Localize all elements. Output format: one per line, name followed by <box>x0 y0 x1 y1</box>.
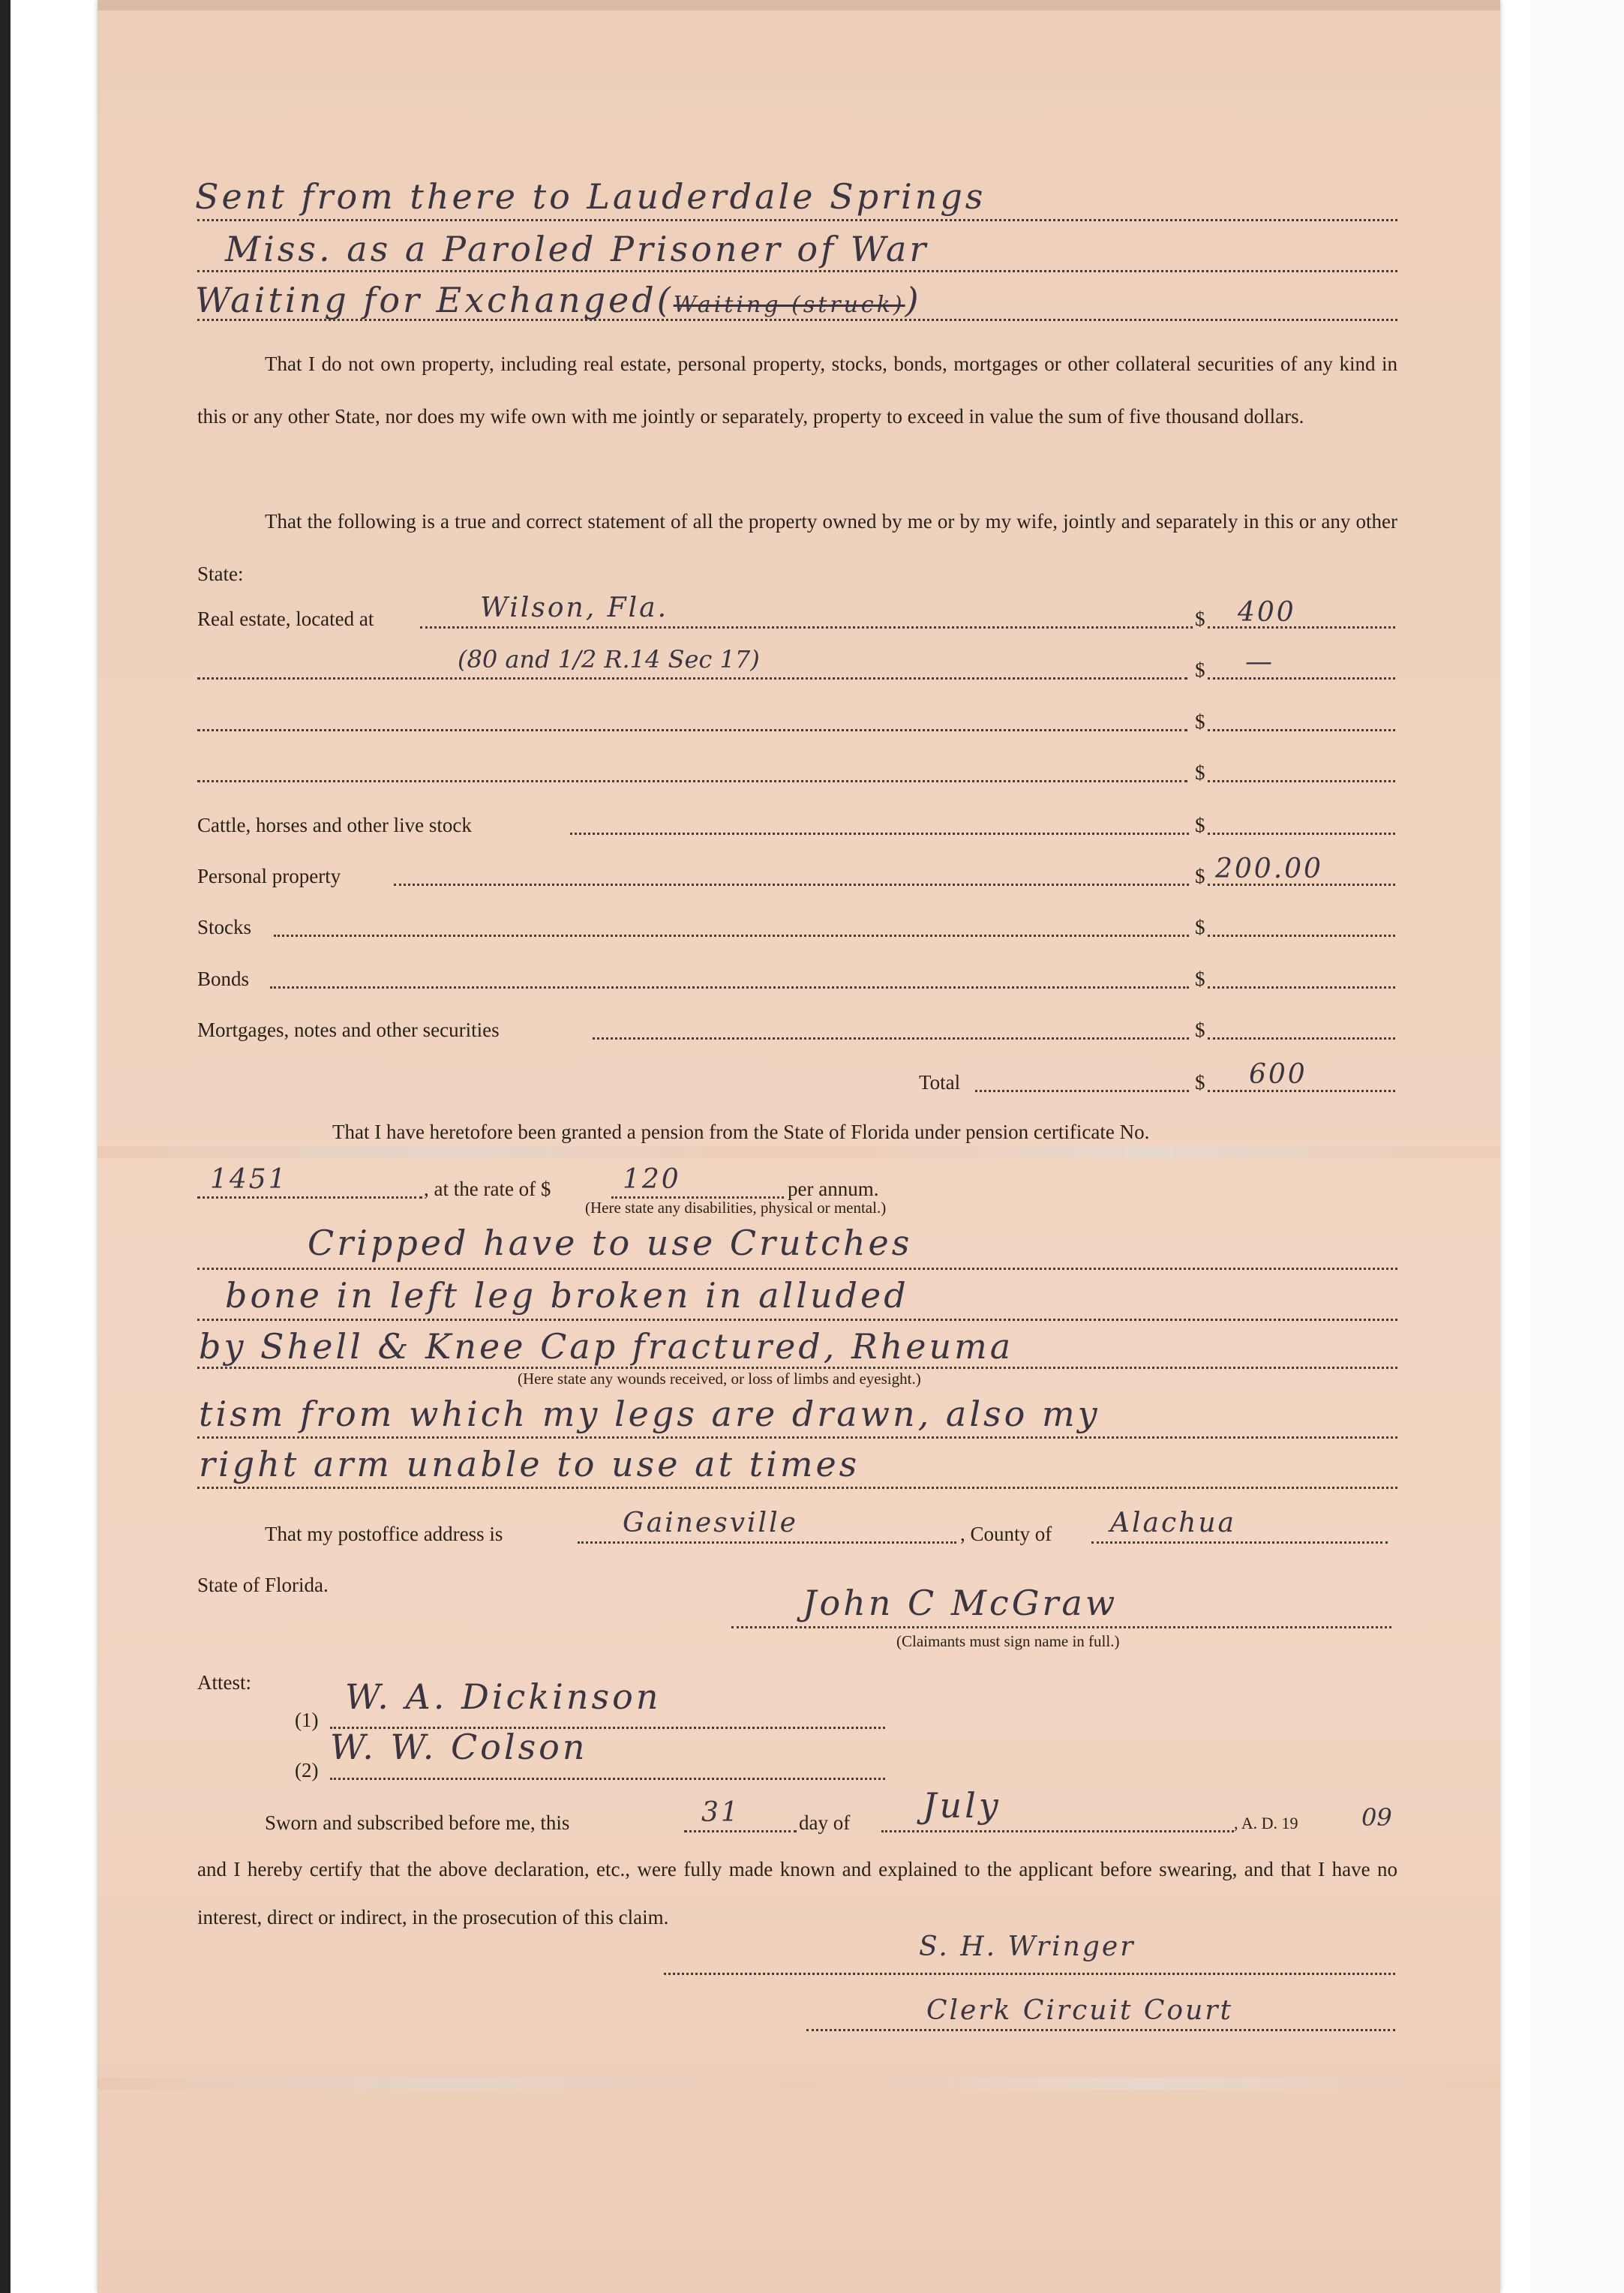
dollar-sign: $ <box>1195 865 1205 887</box>
property-limit-paragraph: That I do not own property, including real estate, personal property, stocks, bonds, mortgages or other collateral securities of any kind in this or any other State, nor does my wife own with me jointly or separately, property to exceed in value the sum of five thousand dollars. <box>197 353 1397 428</box>
dotted-rule <box>1091 1541 1388 1544</box>
stocks-row: Stocks <box>197 916 252 938</box>
dollar-sign: $ <box>1195 916 1205 938</box>
official-signature: S. H. Wringer <box>919 1931 1136 1962</box>
fold-crease <box>98 1146 1500 1158</box>
dotted-rule <box>1208 729 1395 731</box>
dotted-rule <box>420 626 1193 629</box>
dotted-rule <box>1208 884 1395 886</box>
disability-line: bone in left leg broken in alluded <box>225 1275 909 1316</box>
real-estate-value: 400 <box>1238 597 1296 628</box>
state-line: State of Florida. <box>197 1574 329 1596</box>
dotted-rule <box>197 780 1187 782</box>
dotted-rule <box>1208 626 1395 629</box>
pension-rate: 120 <box>623 1164 681 1195</box>
dotted-rule <box>1208 1037 1395 1040</box>
ad-label: , A. D. 19 <box>1234 1814 1298 1832</box>
personal-property-value: 200.00 <box>1215 854 1323 884</box>
disability-line: Cripped have to use Crutches <box>308 1223 913 1263</box>
disabilities-caption: (Here state any disabilities, physical or mental.) <box>585 1199 887 1217</box>
dollar-sign: $ <box>1195 814 1205 836</box>
dotted-rule <box>1208 780 1395 782</box>
dotted-rule <box>197 1367 1397 1369</box>
real-estate-location: Wilson, Fla. <box>480 593 669 623</box>
dotted-rule <box>197 1487 1397 1489</box>
dollar-sign: $ <box>1195 710 1205 733</box>
rate-suffix: per annum. <box>788 1178 879 1200</box>
sworn-day: 31 <box>701 1797 740 1828</box>
attest-label: Attest: <box>197 1671 251 1694</box>
postoffice-city: Gainesville <box>623 1508 798 1538</box>
dotted-rule <box>394 884 1189 886</box>
witness-signature: W. W. Colson <box>330 1727 588 1767</box>
certify-paragraph: and I hereby certify that the above declaration, etc., were fully made known and explained to the applicant before swearing, and that I have no interest, direct or indirect, in the prosecution of this claim. <box>197 1858 1397 1928</box>
dotted-rule <box>274 935 1189 937</box>
pension-paragraph: That I have heretofore been granted a pension from the State of Florida under pension certificate No. <box>332 1121 1150 1143</box>
dotted-rule <box>731 1626 1391 1628</box>
handwritten-intro-line: Sent from there to Lauderdale Springs <box>195 176 986 217</box>
bonds-row: Bonds <box>197 968 250 990</box>
dotted-rule <box>330 1778 885 1780</box>
county-name: Alachua <box>1110 1508 1236 1538</box>
handwritten-intro-text: Waiting for Exchanged( <box>195 280 674 320</box>
dotted-rule <box>1208 1090 1395 1092</box>
scan-left-border <box>0 0 11 2293</box>
disability-line: by Shell & Knee Cap fractured, Rheuma <box>199 1326 1014 1367</box>
cattle-row: Cattle, horses and other live stock <box>197 814 472 836</box>
scan-right-margin <box>1530 0 1624 2293</box>
dotted-rule <box>806 2029 1395 2031</box>
dollar-sign: $ <box>1195 659 1205 681</box>
address-prefix: That my postoffice address is <box>265 1523 503 1545</box>
wound-line: tism from which my legs are drawn, also my <box>199 1394 1100 1434</box>
dotted-rule <box>593 1037 1189 1040</box>
dotted-rule <box>197 1268 1397 1270</box>
witness-number: (1) <box>295 1709 319 1731</box>
dollar-sign: $ <box>1195 968 1205 990</box>
sworn-prefix: Sworn and subscribed before me, this <box>265 1811 570 1834</box>
struck-text: Waiting (struck) <box>673 292 905 318</box>
real-estate-value-2: — <box>1245 647 1274 677</box>
dotted-rule <box>197 1196 422 1199</box>
dotted-rule <box>1208 677 1395 680</box>
wounds-caption: (Here state any wounds received, or loss of limbs and eyesight.) <box>518 1370 921 1388</box>
dotted-rule <box>1208 833 1395 835</box>
rate-prefix: , at the rate of $ <box>424 1178 551 1200</box>
dotted-rule <box>197 1436 1397 1439</box>
dollar-sign: $ <box>1195 1071 1205 1094</box>
dotted-rule <box>197 1319 1397 1321</box>
dotted-rule <box>197 729 1187 731</box>
handwritten-paren: ) <box>905 280 922 320</box>
claimant-signature: John C McGraw <box>803 1583 1118 1623</box>
dotted-rule <box>664 1973 1395 1975</box>
total-label: Total <box>919 1071 961 1094</box>
handwritten-intro-line <box>195 280 922 320</box>
official-title: Clerk Circuit Court <box>926 1995 1233 2026</box>
dotted-rule <box>975 1090 1189 1092</box>
dotted-rule <box>1208 986 1395 989</box>
dollar-sign: $ <box>1195 761 1205 784</box>
dollar-sign: $ <box>1195 608 1205 630</box>
dotted-rule <box>270 986 1189 989</box>
dotted-rule <box>578 1541 956 1544</box>
personal-property-row: Personal property <box>197 865 341 887</box>
dotted-rule <box>881 1830 1234 1832</box>
property-statement-paragraph: That the following is a true and correct statement of all the property owned by me or by my wife, jointly and separately in this or any other State: <box>197 510 1397 585</box>
total-value: 600 <box>1249 1059 1307 1090</box>
witness-number: (2) <box>295 1759 319 1781</box>
dotted-rule <box>197 219 1397 221</box>
wound-line: right arm unable to use at times <box>199 1444 860 1484</box>
county-label: , County of <box>960 1523 1052 1545</box>
dotted-rule <box>197 677 1187 680</box>
dotted-rule <box>570 833 1189 835</box>
day-of-label: day of <box>799 1811 851 1834</box>
dollar-sign: $ <box>1195 1019 1205 1041</box>
dotted-rule <box>197 270 1397 272</box>
sworn-year: 09 <box>1361 1803 1392 1832</box>
dotted-rule <box>684 1830 797 1832</box>
paper-top-edge <box>98 0 1500 11</box>
real-estate-label: Real estate, located at <box>197 608 374 630</box>
dotted-rule <box>197 319 1397 321</box>
mortgages-row: Mortgages, notes and other securities <box>197 1019 500 1041</box>
witness-signature: W. A. Dickinson <box>345 1676 662 1717</box>
sworn-month: July <box>923 1785 1001 1826</box>
fold-crease <box>98 2078 1500 2090</box>
handwritten-intro-line: Miss. as a Paroled Prisoner of War <box>225 229 929 269</box>
pension-certificate-number: 1451 <box>210 1164 288 1195</box>
dotted-rule <box>1208 935 1395 937</box>
claimant-caption: (Claimants must sign name in full.) <box>896 1632 1120 1650</box>
real-estate-detail: (80 and 1/2 R.14 Sec 17) <box>458 645 760 674</box>
